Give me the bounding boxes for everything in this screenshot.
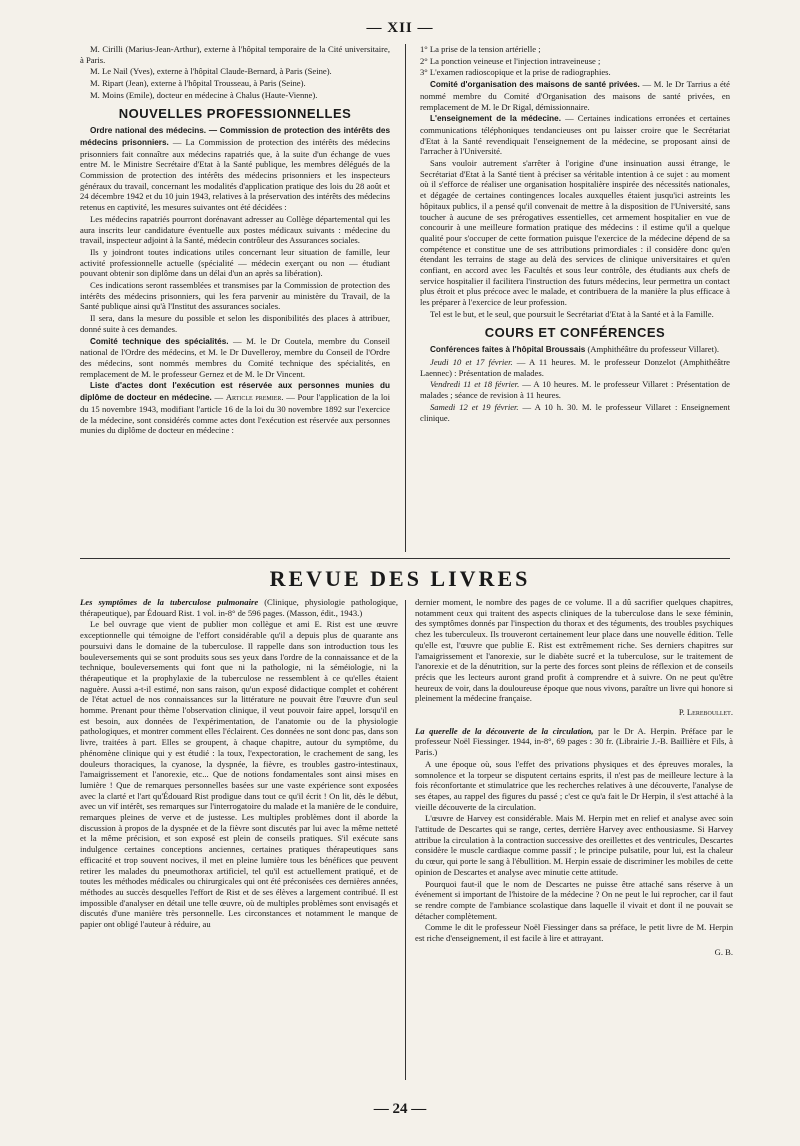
list-item: 2° La ponction veineuse et l'injection intraveineuse ;	[420, 55, 601, 66]
review-signature: P. Lereboullet.	[678, 707, 733, 718]
paragraph: Il sera, dans la mesure du possible et selon les disponibilités des places à attribuer, donné suite à ces demandes.	[80, 313, 390, 334]
column-bottom-right	[415, 597, 733, 966]
paragraph	[80, 125, 390, 213]
paragraph: Liste d'actes dont l'exécution est réservée aux personnes munies du diplôme de docteur en médecine. — Article premier. — Pour l'application de la loi du 15 novembre 1943, modifiant l'article 16 de la loi du 30 novembre 1892 sur l'exercice de la médecine, sont considérés comme actes dont l'exécution est réservée aux personnes munies du diplôme de docteur en médecine :	[80, 381, 390, 436]
book-entry	[415, 726, 733, 758]
book-title: Les symptômes de la tuberculose pulmonaire	[80, 597, 259, 607]
paragraph-text: — A 10 h. 30. M. le professeur Villaret : Enseignement clinique.	[420, 401, 730, 423]
paragraph: Tel est le but, et le seul, que poursuit le Secrétariat d'Etat à la Santé et à la Famille.	[430, 308, 714, 319]
paragraph-text: — Pour l'application de la loi du 15 novembre 1943, modifiant l'article 16 de la loi du 30 novembre 1892 sur l'exercice de la médecine, sont considérés comme actes dont l'exécution est réservée aux personnes munies du diplôme de docteur en médecine :	[80, 392, 390, 436]
column-divider	[405, 600, 406, 1080]
column-bottom-left	[80, 597, 398, 931]
paragraph-text: — M. le Dr Coutela, membre du Conseil national de l'Ordre des médecins, et M. le Dr Duvelleroy, membre du Conseil de l'Ordre des médecins, sont nommés membres du Comité technique des spécialités, en remplacement de M. le professeur Gernez et de M. le Dr Vincent.	[80, 335, 390, 379]
paragraph	[420, 357, 730, 378]
book-reference: par le Dr A. Herpin. Préface par le professeur Noël Fiessinger. 1944, in-8°, 69 pages : 30 fr. (Librairie J.-B. Baillière et Fils, à Paris.)	[415, 725, 733, 758]
paragraph	[80, 336, 390, 380]
review-text: dernier moment, le nombre des pages de ce volume. Il a dû sacrifier quelques chapitres, notamment ceux qui traitent des aspects cliniques de la tuberculose dans le sexe féminin, des symptômes donnés par l'inspection du thorax et des téguments, des troubles psychiques chez les tuberculeux. Ils trouveront certainement leur place dans une nouvelle édition. Telle qu'elle est, l'œuvre que publie E. Rist est extrêmement riche. Ses derniers chapitres sur l'amaigrissement et l'anorexie, sur le diabète sucré et la tuberculose, sur le traitement de l'anorexie et de la dénutrition, sur la perte des forces sont pleins de réflexion et de conseils précis que les lecteurs auront grand profit à comprendre et à suivre. On ne peut qu'être heureux de voir, dans la douloureuse époque que nous vivons, paraître un livre qui honore si pleinement la médecine française.	[415, 597, 733, 704]
paragraph-heading: Liste d'actes dont l'exécution est réservée aux personnes munies du diplôme de docteur en médecine.	[80, 381, 390, 403]
review-text: Le bel ouvrage que vient de publier mon collègue et ami E. Rist est une œuvre exceptionnelle qui témoigne de l'effort considérable qu'il a depuis plus de quarante ans poursuivi dans le domaine de la tuberculose. Il rappelle dans son introduction tous les bouleversements qui se sont produits sous ses yeux dans l'ordre de la connaissance et de la technique, bouleversements qui font que ni la pathologie, ni la séméiologie, ni la thérapeutique et la prophylaxie de la tuberculose ne ressemblent à ce qu'elles étaient naguère. Aussi a-t-il estimé, non sans raison, qu'un exposé didactique complet et cohérent de l'état actuel de nos connaissances sur la littérature ne pouvait être l'œuvre d'un seul homme. Prenant pour thème l'observation clinique, il veut pouvoir faire appel, lorsqu'il en est besoin, aux données de l'expérimentation, de l'anatomie ou de la physiologie pathologiques, et montrer comment elles l'éclairent. Ces données ne sont donc pas, dans son livre, traitées à part. Elles se groupent, à chaque chapitre, autour du symptôme, du phénomène clinique qui y est étudié : la toux, l'expectoration, le crachement de sang, les douleurs thoraciques, la cyanose, la dyspnée, la fièvre, es troubles gastro-intestinaux, l'amaigrissement et l'anorexie, etc... Que de notions fondamentales sont ainsi mises en lumière ! Que de remarques personnelles basées sur une vaste expérience sont exposées avec la clarté et l'art qu'Édouard Rist prodigue dans tout ce qu'il écrit ! On lit, dès le début, avec un vif intérêt, ses remarques sur l'interrogatoire du malade et la manière de le conduire, remarques pleines de verve et de justesse. Les multiples problèmes dont il aborde la discussion à propos de la dyspnée et de la fièvre sont discutés par lui avec la même netteté et la même précision, et son exposé est plein de conseils pratiques. S'il exécute sans indulgence certaines conceptions anciennes, certaines pratiques thérapeutiques sans efficacité et trop souvent nocives, il met en pleine lumière tous les bénéfices que peuvent retirer les malades du pneumothorax artificiel, tel qu'il est actuellement pratiqué, et de toutes les méthodes médicales ou chirurgicales qui ont été préconisées ces dernières années, méthodes au succès desquelles l'effort de Rist et de ses élèves a largement contribué. Il est impossible d'analyser en détail une telle œuvre, où de multiples problèmes sont envisagés et discutés d'une manière très personnelle. Les circonstances et notamment le manque de papier ont obligé l'auteur à réduire, au	[80, 619, 398, 930]
paragraph: Ces indications seront rassemblées et transmises par la Commission de protection des intérêts des médecins prisonniers, qui les fera parvenir au ministère du Travail, de la Santé publique ainsi qu'à l'Institut des assurances sociales.	[80, 280, 390, 312]
extern-item: M. Moins (Emile), docteur en médecine à Chalus (Haute-Vienne).	[90, 89, 318, 100]
date-label: Vendredi 11 et 18 février.	[430, 379, 520, 390]
list-item: 1° La prise de la tension artérielle ;	[420, 44, 541, 54]
column-top-right	[420, 44, 730, 424]
date-label: Samedi 12 et 19 février.	[430, 401, 519, 412]
review-text: Comme le dit le professeur Noël Fiessinger dans sa préface, le petit livre de M. Herpin est riche d'enseignement, il est facile à lire et attrayant.	[415, 922, 733, 944]
book-title: La querelle de la découverte de la circulation,	[415, 725, 594, 736]
paragraph-text: — A 10 heures. M. le professeur Villaret : Présentation de malades ; séance de revision à 11 heures.	[420, 379, 730, 401]
book-reference: (Clinique, physiologie pathologique, thérapeutique), par Édouard Rist. 1 vol. in-8° de 596 pages. (Masson, édit., 1943.)	[80, 597, 398, 618]
date-label: Jeudi 10 et 17 février.	[430, 356, 513, 367]
paragraph-heading: Comité technique des spécialités.	[90, 336, 229, 346]
paragraph	[420, 379, 730, 400]
revue-des-livres-title: REVUE DES LIVRES	[269, 566, 531, 591]
paragraph-text: (Amphithéâtre du professeur Villaret).	[585, 344, 719, 355]
review-text: A une époque où, sous l'effet des privations physiques et des épreuves morales, la somnolence et la torpeur se disputent certains esprits, il n'est pas de meilleure lecture à la fois réconfortante et stimulatrice que les recherches relatives à une découverte, l'analyse de ses étapes, au rappel des figures du passé ; c'est ce qu'a fait le Dr Herpin, il s'est attaché à la vieille découverte de la circulation.	[415, 758, 733, 812]
paragraph-text: — A 11 heures. M. le professeur Donzelot (Amphithéâtre Laennec) : Présentation de malades.	[420, 356, 730, 378]
running-head: — XII —	[366, 20, 434, 36]
paragraph-text: — M. le Dr Tarrius a été nommé membre du Comité d'Organisation des maisons de santé privées, en remplacement de M. le Dr Rigal, démissionnaire.	[420, 79, 730, 112]
review-text: L'œuvre de Harvey est considérable. Mais M. Herpin met en relief et analyse avec soin l'attitude de Descartes qui se range, certes, derrière Harvey avec enthousiasme. Si Harvey attribue la circulation à la contraction successive des oreillettes et des ventricules, Descartes considère le muscle cardiaque comme passif ; le principe pulsatile, pour lui, est la chaleur du cœur, qui porte le sang à l'ébullition. M. Herpin essaie de discriminer les mobiles de cette opinion de Descartes et analyse avec minutie cette attitude.	[415, 813, 733, 877]
article-label: Article premier.	[225, 392, 284, 403]
section-title-cours: COURS ET CONFÉRENCES	[484, 324, 666, 340]
paragraph-heading: Ordre national des médecins. — Commission de protection des intérêts des médecins prisonniers.	[80, 126, 390, 147]
paragraph-heading: L'enseignement de la médecine.	[430, 114, 561, 124]
paragraph: Les médecins rapatriés pourront dorénavant adresser au Collège départemental qui les aura inscrits leur candidature éventuelle aux postes médicaux suivants : médecine du travail, inspecteur adjoint à la Santé, médecin contrôleur des Assurances sociales.	[80, 213, 390, 246]
paragraph	[420, 344, 730, 356]
page-number: — 24 —	[373, 1101, 427, 1117]
column-top-left	[80, 44, 390, 437]
paragraph	[420, 113, 730, 157]
review-text: Pourquoi faut-il que le nom de Descartes ne puisse être attaché sans réserve à un événement si important de l'histoire de la médecine ? On ne peut le lui reprocher, car il faut se rendre compte de l'ambiance scolastique dans laquelle il vivait et dont il ne pouvait se détacher complètement.	[415, 878, 733, 921]
paragraph-heading: Comité d'organisation des maisons de santé privées.	[430, 80, 640, 90]
extern-item: M. Le Nail (Yves), externe à l'hôpital Claude-Bernard, à Paris (Seine).	[90, 66, 332, 77]
paragraph: Sans vouloir autrement s'arrêter à l'origine d'une insinuation aussi étrange, le Secrétariat d'Etat à la Santé tient à préciser sa véritable intention à ce sujet : au moment où il s'efforce de réaliser une organisation hospitalière inspirée des nécessités nationales, et dégagée de certaines contingences locales auxquelles étaient jusqu'ici astreints les hôpitaux publics, il a pensé qu'il convenait de mettre à la disposition de l'Université, sans toucher à aucune de ses prérogatives essentielles, cet armement hospitalier en vue de concourir à une meilleure formation pratique des médecins : il estime qu'il a quelque qualité pour s'occuper de cette formation puisque l'exercice de la médecine dépend de sa compétence et constitue une de ses attributions primordiales : il considère donc qu'en étendant les terrains de stage au delà des services de clinique universitaires et qu'en confiant, en accord avec les Facultés et sous leur contrôle, des étudiants aux chefs de service hospitalier il facilitera l'instruction des futurs médecins, leur permettra un contact plus étroit et plus précoce avec le malade, et contribuera de la manière la plus efficace à les préparer à l'exercice de leur profession.	[420, 158, 730, 308]
paragraph-text: — Certaines indications erronées et certaines communications téléphoniques tendancieuses ont pu laisser croire que le Secrétariat d'Etat à la Santé revendiquait l'enseignement de la médecine, se proposant ainsi de l'arracher à l'Université.	[420, 113, 730, 157]
section-title-nouvelles: NOUVELLES PROFESSIONNELLES	[118, 105, 352, 121]
list-item: 3° L'examen radioscopique et la prise de radiographies.	[420, 67, 611, 78]
paragraph: Ils y joindront toutes indications utiles concernant leur situation de famille, leur activité professionnelle actuelle (spécialité — médecin exerçant ou non — étudiant pouvant obtenir son diplôme dans un délai d'un an après sa libération).	[80, 246, 390, 279]
extern-item: M. Cirilli (Marius-Jean-Arthur), externe à l'hôpital temporaire de la Cité universitaire, à Paris.	[80, 44, 390, 65]
paragraph-text: — La Commission de protection des intérêts des médecins prisonniers fait connaître aux médecins rapatriés que, à la suite d'un échange de vues entre M. le Ministre Secrétaire d'Etat à la Santé publique, les membres délégués de la Commission de protection des intérêts des médecins prisonniers et les inspecteurs généraux du travail, concernant les modalités d'application pratique des lois du 28 août et 24 décembre 1942 et du 10 juin 1943, relatives à la préservation des intérêts des médecins retenus en captivité, les mesures suivantes ont été décidées :	[80, 136, 390, 213]
paragraph-heading: Conférences faites à l'hôpital Broussais	[430, 345, 586, 355]
paragraph	[420, 79, 730, 112]
horizontal-rule	[80, 558, 730, 559]
book-entry	[80, 597, 398, 618]
paragraph	[420, 402, 730, 423]
review-signature: G. B.	[714, 946, 733, 957]
extern-item: M. Ripart (Jean), externe à l'hôpital Trousseau, à Paris (Seine).	[90, 78, 306, 89]
column-divider	[405, 44, 406, 552]
